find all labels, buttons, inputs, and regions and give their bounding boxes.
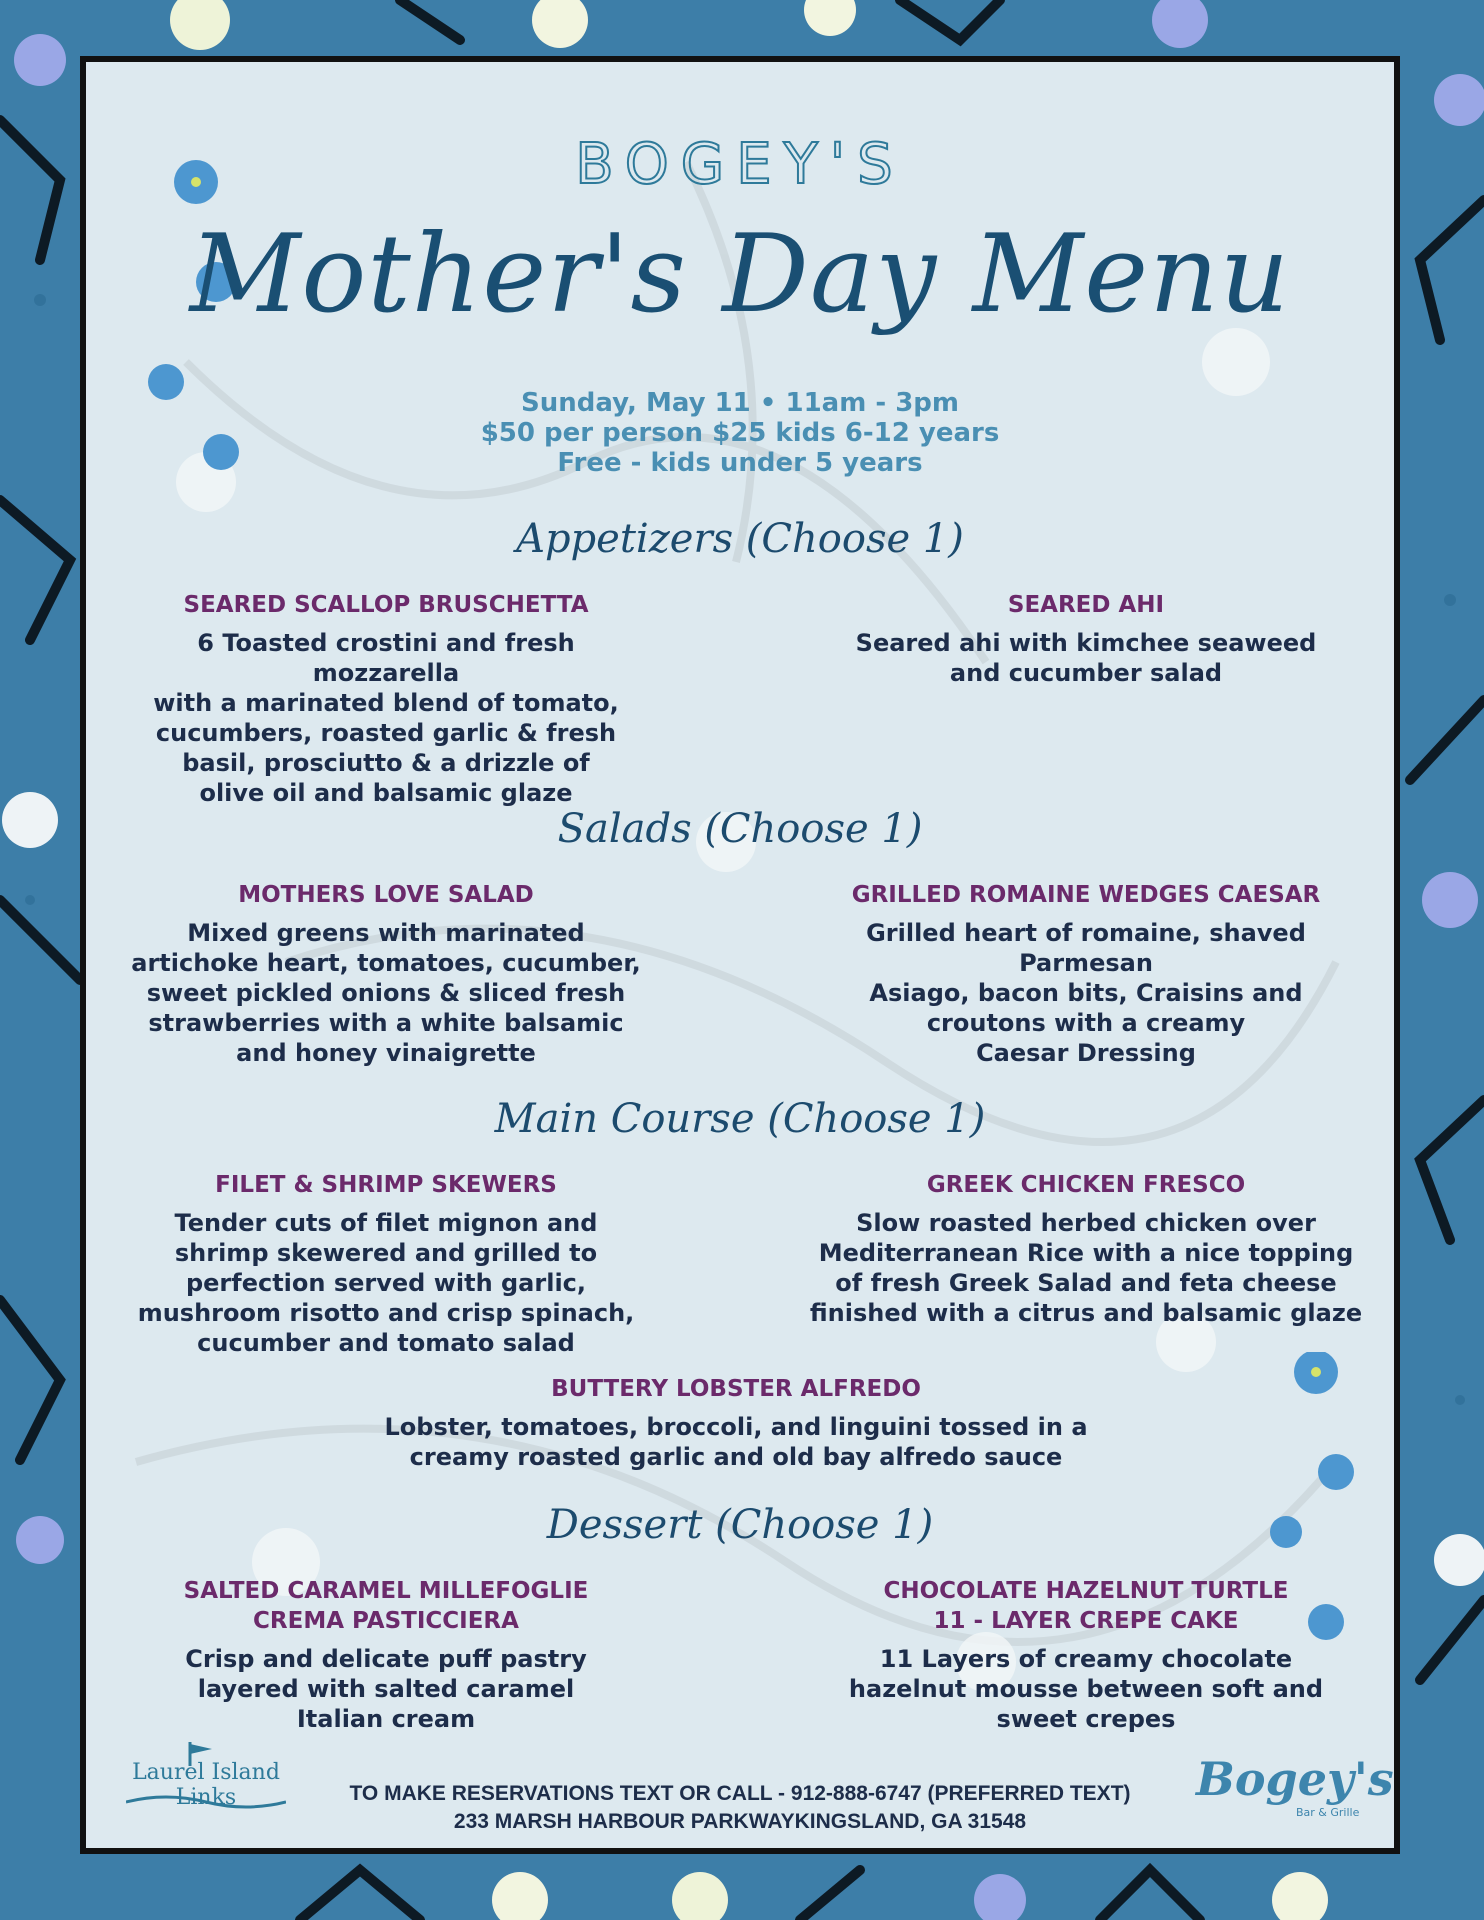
item-name: CHOCOLATE HAZELNUT TURTLE [883,1578,1289,1604]
desc-line: hazelnut mousse between soft and [848,1675,1324,1703]
desc-line: sweet pickled onions & sliced fresh [146,979,626,1007]
desc-line: Mixed greens with marinated [187,919,585,947]
item-description [806,628,1366,688]
desc-line: of fresh Greek Salad and feta cheese [835,1269,1337,1297]
desc-line: creamy roasted garlic and old bay alfredo sauce [409,1443,1063,1471]
section-heading-appetizers: Appetizers (Choose 1) [516,516,964,562]
event-info [86,388,1394,478]
desc-line: strawberries with a white balsamic [148,1009,624,1037]
desc-line: Crisp and delicate puff pastry [185,1645,587,1673]
item-description [126,628,646,808]
section-heading-dessert: Dessert (Choose 1) [546,1502,934,1548]
main-item-right [806,1170,1366,1328]
event-date: Sunday, May 11 • 11am - 3pm [521,388,959,418]
item-name: BUTTERY LOBSTER ALFREDO [551,1376,921,1402]
desc-line: Tender cuts of filet mignon and [174,1209,598,1237]
salad-item-left [126,880,646,1068]
desc-line: Italian cream [296,1705,476,1733]
desc-line: sweet crepes [996,1705,1176,1733]
desc-line: Grilled heart of romaine, shaved Parmesan [866,919,1306,977]
item-description [126,1208,646,1358]
desc-line: cucumber and tomato salad [197,1329,575,1357]
item-name: FILET & SHRIMP SKEWERS [215,1172,557,1198]
menu-title: Mother's Day Menu [189,212,1291,337]
desc-line: Caesar Dressing [976,1039,1196,1067]
desc-line: Slow roasted herbed chicken over [856,1209,1316,1237]
item-description [126,918,646,1068]
dessert-item-left [126,1576,646,1734]
item-name: SALTED CARAMEL MILLEFOGLIE [183,1578,589,1604]
desc-line: and honey vinaigrette [236,1039,536,1067]
event-kids-free: Free - kids under 5 years [557,448,923,478]
desc-line: cucumbers, roasted garlic & fresh [155,719,617,747]
reservation-contact: TO MAKE RESERVATIONS TEXT OR CALL - 912-888-6747 (PREFERRED TEXT) [349,1782,1131,1805]
desc-line: Mediterranean Rice with a nice topping [818,1239,1354,1267]
desc-line: and cucumber salad [949,659,1223,687]
item-name: MOTHERS LOVE SALAD [238,882,534,908]
item-name: SEARED SCALLOP BRUSCHETTA [183,592,589,618]
logo-right-subtitle: Bar & Grille [1296,1806,1360,1819]
dessert-item-right [806,1576,1366,1734]
desc-line: artichoke heart, tomatoes, cucumber, [131,949,641,977]
desc-line: olive oil and balsamic glaze [199,779,573,807]
section-heading-salads: Salads (Choose 1) [557,806,923,852]
desc-line: layered with salted caramel [197,1675,575,1703]
item-name-line2: 11 - LAYER CREPE CAKE [933,1608,1239,1634]
desc-line: shrimp skewered and grilled to [174,1239,598,1267]
desc-line: perfection served with garlic, [185,1269,587,1297]
menu-frame [80,56,1400,1854]
desc-line: mushroom risotto and crisp spinach, [137,1299,635,1327]
salad-item-right [806,880,1366,1068]
item-name: GRILLED ROMAINE WEDGES CAESAR [851,882,1321,908]
section-heading-main-course: Main Course (Choose 1) [494,1096,986,1142]
logo-right-text: Bogey's [1196,1752,1394,1806]
item-description [806,1208,1366,1328]
item-name: GREEK CHICKEN FRESCO [926,1172,1246,1198]
appetizer-item-right [806,590,1366,688]
item-name-line2: CREMA PASTICCIERA [253,1608,519,1634]
appetizer-item-left [126,590,646,808]
desc-line: Lobster, tomatoes, broccoli, and linguini tossed in a [384,1413,1088,1441]
item-name: SEARED AHI [1007,592,1165,618]
main-item-left [126,1170,646,1358]
desc-line: basil, prosciutto & a drizzle of [182,749,590,777]
item-description [126,1644,646,1734]
item-description [326,1412,1146,1472]
desc-line: Asiago, bacon bits, Craisins and [869,979,1303,1007]
bogeys-logo [1196,1752,1394,1832]
brand-name: BOGEY'S [575,132,905,197]
item-description [806,918,1366,1068]
desc-line: 11 Layers of creamy chocolate [879,1645,1293,1673]
desc-line: finished with a citrus and balsamic glaze [809,1299,1363,1327]
main-item-center [326,1374,1146,1472]
logo-left-text: Laurel Island Links [132,1760,280,1810]
desc-line: with a marinated blend of tomato, [153,689,619,717]
item-description [806,1644,1366,1734]
event-price: $50 per person $25 kids 6-12 years [480,418,1000,448]
desc-line: 6 Toasted crostini and fresh mozzarella [197,629,575,687]
desc-line: Seared ahi with kimchee seaweed [855,629,1317,657]
menu-content [86,62,1394,1848]
reservation-address: 233 MARSH HARBOUR PARKWAYKINGSLAND, GA 31548 [453,1810,1027,1833]
desc-line: croutons with a creamy [926,1009,1246,1037]
